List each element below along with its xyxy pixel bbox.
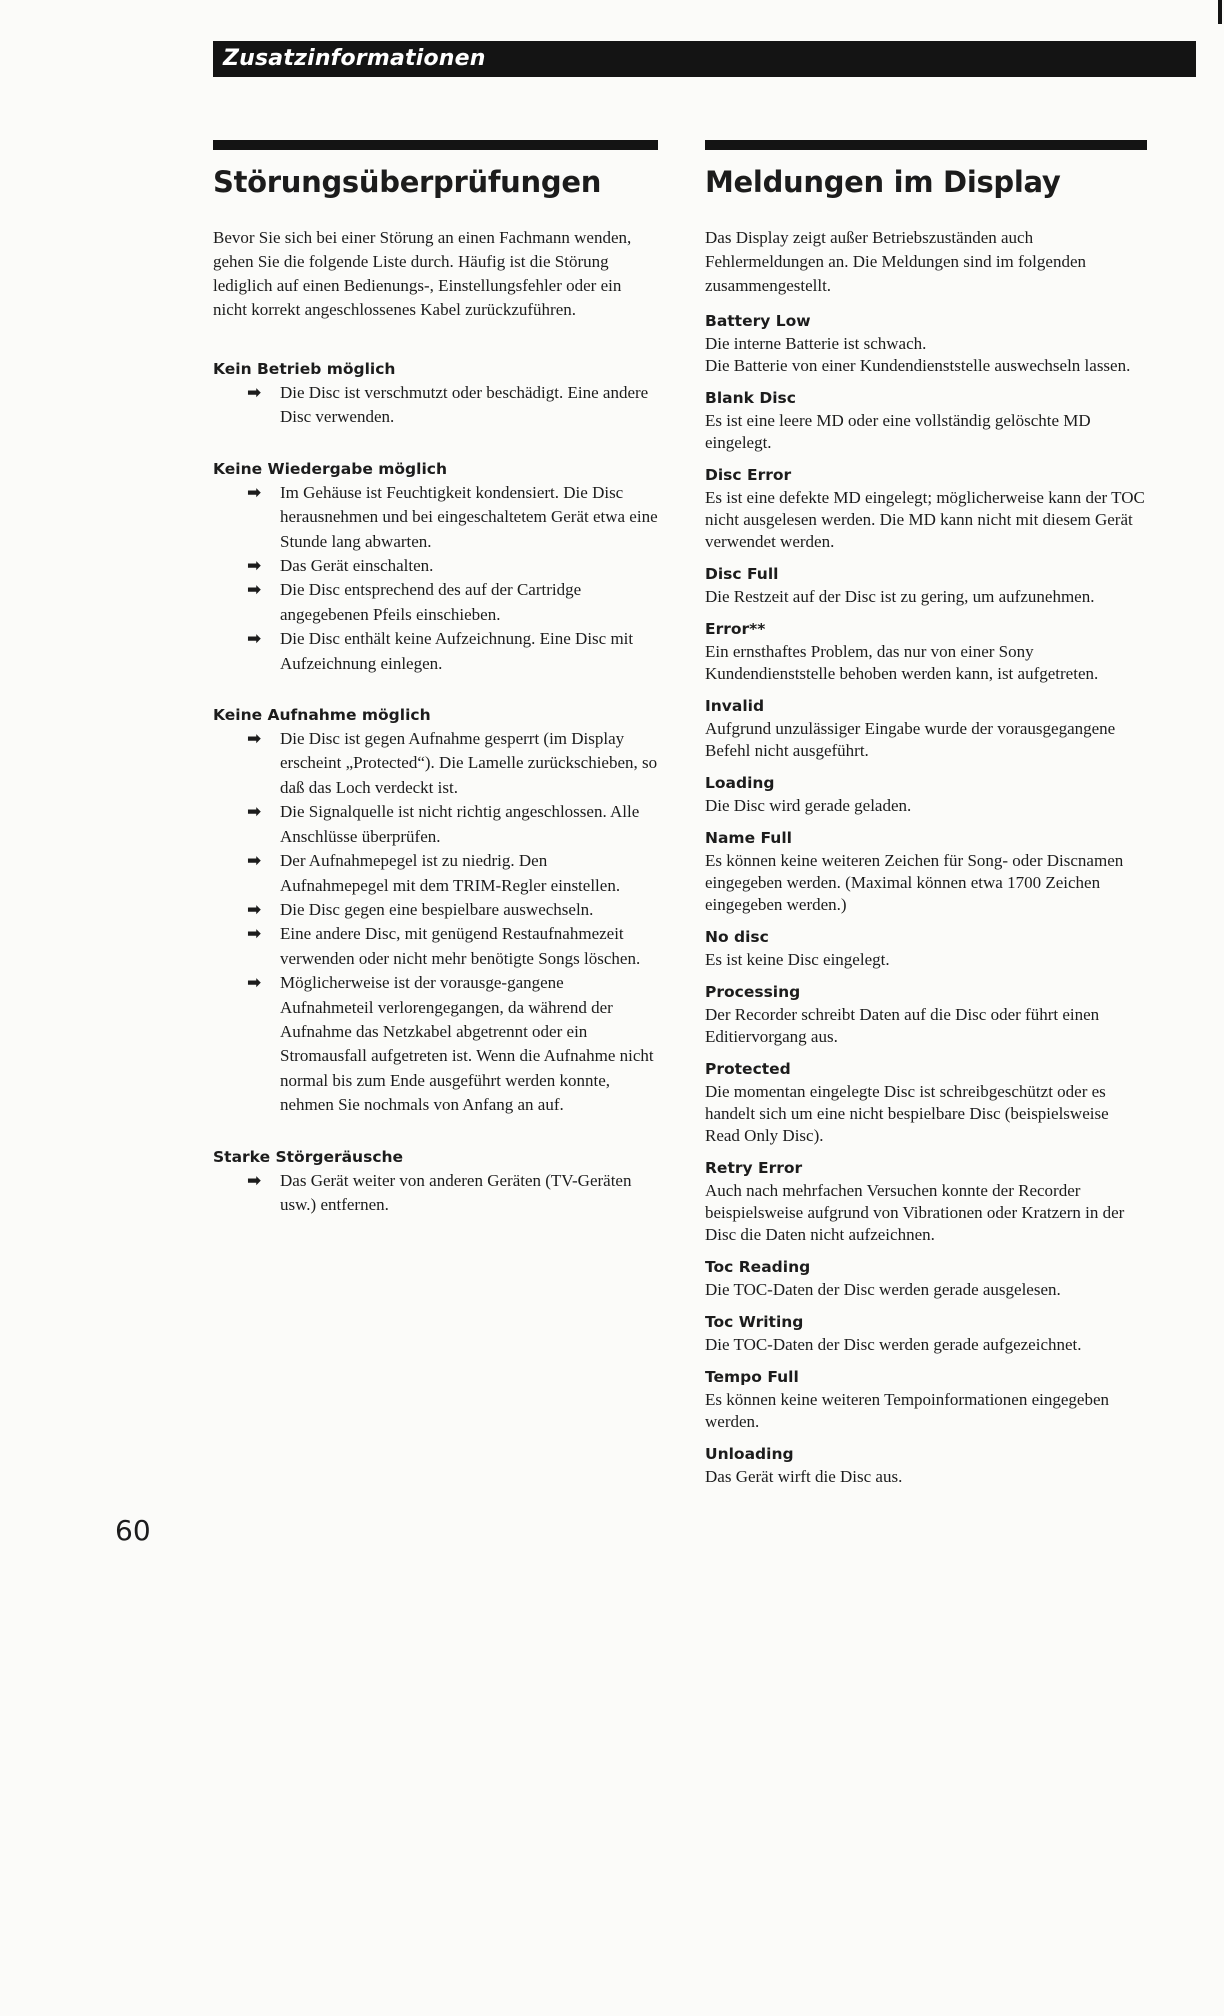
troubleshooting-heading: Starke Störgeräusche bbox=[213, 1147, 404, 1166]
arrow-right-icon: ➡ bbox=[247, 802, 262, 823]
arrow-right-icon: ➡ bbox=[247, 580, 262, 601]
remedy-item bbox=[213, 1169, 658, 1218]
troubleshooting-heading: Keine Aufnahme möglich bbox=[213, 706, 431, 725]
remedy-text: Die Signalquelle ist nicht richtig angeschlossen. Alle Anschlüsse überprüfen. bbox=[280, 802, 640, 846]
page-number: 60 bbox=[115, 1514, 151, 1547]
section-header-bar bbox=[213, 41, 1196, 77]
message-description: Die momentan eingelegte Disc ist schreibgeschützt oder es handelt sich um eine nicht bespielbare Disc (beispielsweise Read Only Disc). bbox=[705, 1082, 1109, 1145]
message-description: Es können keine weiteren Zeichen für Song- oder Discnamen eingegeben werden. (Maximal können etwa 1700 Zeichen eingegeben werden.) bbox=[705, 851, 1124, 914]
arrow-right-icon: ➡ bbox=[247, 851, 262, 872]
remedy-text: Im Gehäuse ist Feuchtigkeit kondensiert. Die Disc herausnehmen und bei eingeschaltetem Gerät etwa eine Stunde lang abwarten. bbox=[280, 482, 658, 551]
arrow-right-icon: ➡ bbox=[247, 924, 262, 945]
remedy-text: Das Gerät einschalten. bbox=[280, 556, 434, 576]
remedy-item bbox=[213, 849, 658, 898]
remedy-item bbox=[213, 898, 658, 922]
remedy-item bbox=[213, 381, 658, 430]
arrow-right-icon: ➡ bbox=[247, 556, 262, 577]
remedy-text: Der Aufnahmepegel ist zu niedrig. Den Aufnahmepegel mit dem TRIM-Regler einstellen. bbox=[280, 851, 621, 895]
arrow-right-icon: ➡ bbox=[247, 899, 262, 920]
title-rule bbox=[213, 140, 658, 150]
message-title: Retry Error bbox=[705, 1159, 803, 1177]
message-title: Invalid bbox=[705, 697, 765, 715]
message-title: Disc Error bbox=[705, 466, 792, 484]
troubleshooting-intro: Bevor Sie sich bei einer Störung an einen Fachmann wenden, gehen Sie die folgende Liste durch. Häufig ist die Störung lediglich auf einen Bedienungs-, Einstellungsfehler oder ein nicht korrekt angeschlossenes Kabel zurückzuführen. bbox=[213, 228, 632, 319]
remedy-text: Das Gerät weiter von anderen Geräten (TV-Geräten usw.) entfernen. bbox=[280, 1170, 632, 1214]
remedy-list bbox=[213, 1169, 658, 1218]
message-title: Disc Full bbox=[705, 565, 779, 583]
remedy-item bbox=[213, 578, 658, 627]
message-description: Aufgrund unzulässiger Eingabe wurde der vorausgegangene Befehl nicht ausgeführt. bbox=[705, 719, 1116, 760]
message-description: Es ist keine Disc eingelegt. bbox=[705, 950, 890, 969]
message-title: Battery Low bbox=[705, 312, 811, 330]
arrow-right-icon: ➡ bbox=[247, 383, 262, 403]
page-edge-mark bbox=[1218, 0, 1222, 24]
remedy-text: Möglicherweise ist der vorausge-gangene Aufnahmeteil verlorengegangen, da während der Aufnahme das Netzkabel abgetrennt oder ein Stromausfall aufgetreten ist. Wenn die Aufnahme nicht normal bis zum Ende ausgeführt werden konnte, nehmen Sie nochmals von Anfang an auf. bbox=[280, 973, 654, 1115]
display-messages-title: Meldungen im Display bbox=[705, 165, 1061, 199]
message-title: Name Full bbox=[705, 829, 792, 847]
remedy-list bbox=[213, 481, 658, 676]
remedy-text: Die Disc entsprechend des auf der Cartridge angegebenen Pfeils einschieben. bbox=[280, 580, 582, 624]
remedy-item bbox=[213, 727, 658, 800]
remedy-text: Die Disc gegen eine bespielbare auswechseln. bbox=[280, 899, 594, 919]
message-title: Loading bbox=[705, 774, 775, 792]
arrow-right-icon: ➡ bbox=[247, 629, 262, 650]
remedy-text: Die Disc ist gegen Aufnahme gesperrt (im Display erscheint „Protected“). Die Lamelle zurückschieben, so daß das Loch verdeckt ist. bbox=[280, 729, 658, 797]
remedy-item bbox=[213, 971, 658, 1117]
arrow-right-icon: ➡ bbox=[247, 482, 262, 503]
message-description: Es ist eine leere MD oder eine vollständig gelöschte MD eingelegt. bbox=[705, 411, 1091, 452]
message-description: Die Disc wird gerade geladen. bbox=[705, 796, 912, 815]
troubleshooting-column bbox=[213, 140, 658, 1217]
remedy-item bbox=[213, 481, 658, 554]
message-title: Tempo Full bbox=[705, 1368, 799, 1386]
troubleshooting-heading: Kein Betrieb möglich bbox=[213, 360, 396, 378]
section-header-title: Zusatzinformationen bbox=[223, 46, 486, 71]
remedy-text: Die Disc enthält keine Aufzeichnung. Eine Disc mit Aufzeichnung einlegen. bbox=[280, 629, 634, 673]
remedy-item bbox=[213, 922, 658, 971]
message-description: Die TOC-Daten der Disc werden gerade ausgelesen. bbox=[705, 1280, 1061, 1299]
message-description: Die TOC-Daten der Disc werden gerade aufgezeichnet. bbox=[705, 1335, 1082, 1354]
remedy-item bbox=[213, 554, 658, 578]
troubleshooting-heading: Keine Wiedergabe möglich bbox=[213, 459, 447, 478]
message-description: Auch nach mehrfachen Versuchen konnte der Recorder beispielsweise aufgrund von Vibrationen oder Kratzern in der Disc die Daten nicht aufzeichnen. bbox=[705, 1181, 1125, 1244]
message-title: Unloading bbox=[705, 1445, 794, 1463]
message-description: Die interne Batterie ist schwach. Die Batterie von einer Kundendienststelle auswechseln lassen. bbox=[705, 334, 1131, 375]
troubleshooting-sections bbox=[213, 358, 658, 1217]
remedy-item bbox=[213, 800, 658, 849]
remedy-text: Die Disc ist verschmutzt oder beschädigt. Eine andere Disc verwenden. bbox=[280, 383, 649, 427]
arrow-right-icon: ➡ bbox=[247, 1170, 262, 1191]
arrow-right-icon: ➡ bbox=[247, 973, 262, 994]
message-title: No disc bbox=[705, 928, 769, 946]
message-description: Die Restzeit auf der Disc ist zu gering, um aufzunehmen. bbox=[705, 587, 1095, 606]
message-title: Blank Disc bbox=[705, 389, 796, 407]
arrow-right-icon: ➡ bbox=[247, 729, 262, 750]
remedy-item bbox=[213, 627, 658, 676]
title-rule bbox=[705, 140, 1147, 150]
display-messages-list bbox=[705, 310, 1147, 1488]
remedy-text: Eine andere Disc, mit genügend Restaufnahmezeit verwenden oder nicht mehr benötigte Songs löschen. bbox=[280, 924, 641, 968]
message-description: Es können keine weiteren Tempoinformationen eingegeben werden. bbox=[705, 1390, 1109, 1431]
message-title: Toc Writing bbox=[705, 1313, 804, 1331]
message-title: Processing bbox=[705, 983, 801, 1001]
message-description: Das Gerät wirft die Disc aus. bbox=[705, 1467, 903, 1486]
message-title: Toc Reading bbox=[705, 1258, 811, 1276]
message-description: Es ist eine defekte MD eingelegt; möglicherweise kann der TOC nicht ausgelesen werden. Die MD kann nicht mit diesem Gerät verwendet werden. bbox=[705, 488, 1145, 551]
message-title: Error** bbox=[705, 620, 766, 638]
message-title: Protected bbox=[705, 1060, 791, 1078]
troubleshooting-title: Störungsüberprüfungen bbox=[213, 165, 602, 199]
display-messages-intro: Das Display zeigt außer Betriebszuständen auch Fehlermeldungen an. Die Meldungen sind im folgenden zusammengestellt. bbox=[705, 228, 1086, 295]
remedy-list bbox=[213, 381, 658, 430]
message-description: Ein ernsthaftes Problem, das nur von einer Sony Kundendienststelle behoben werden kann, ist aufgetreten. bbox=[705, 642, 1099, 683]
display-messages-column bbox=[705, 140, 1147, 1488]
message-description: Der Recorder schreibt Daten auf die Disc oder führt einen Editiervorgang aus. bbox=[705, 1005, 1100, 1046]
remedy-list bbox=[213, 727, 658, 1118]
